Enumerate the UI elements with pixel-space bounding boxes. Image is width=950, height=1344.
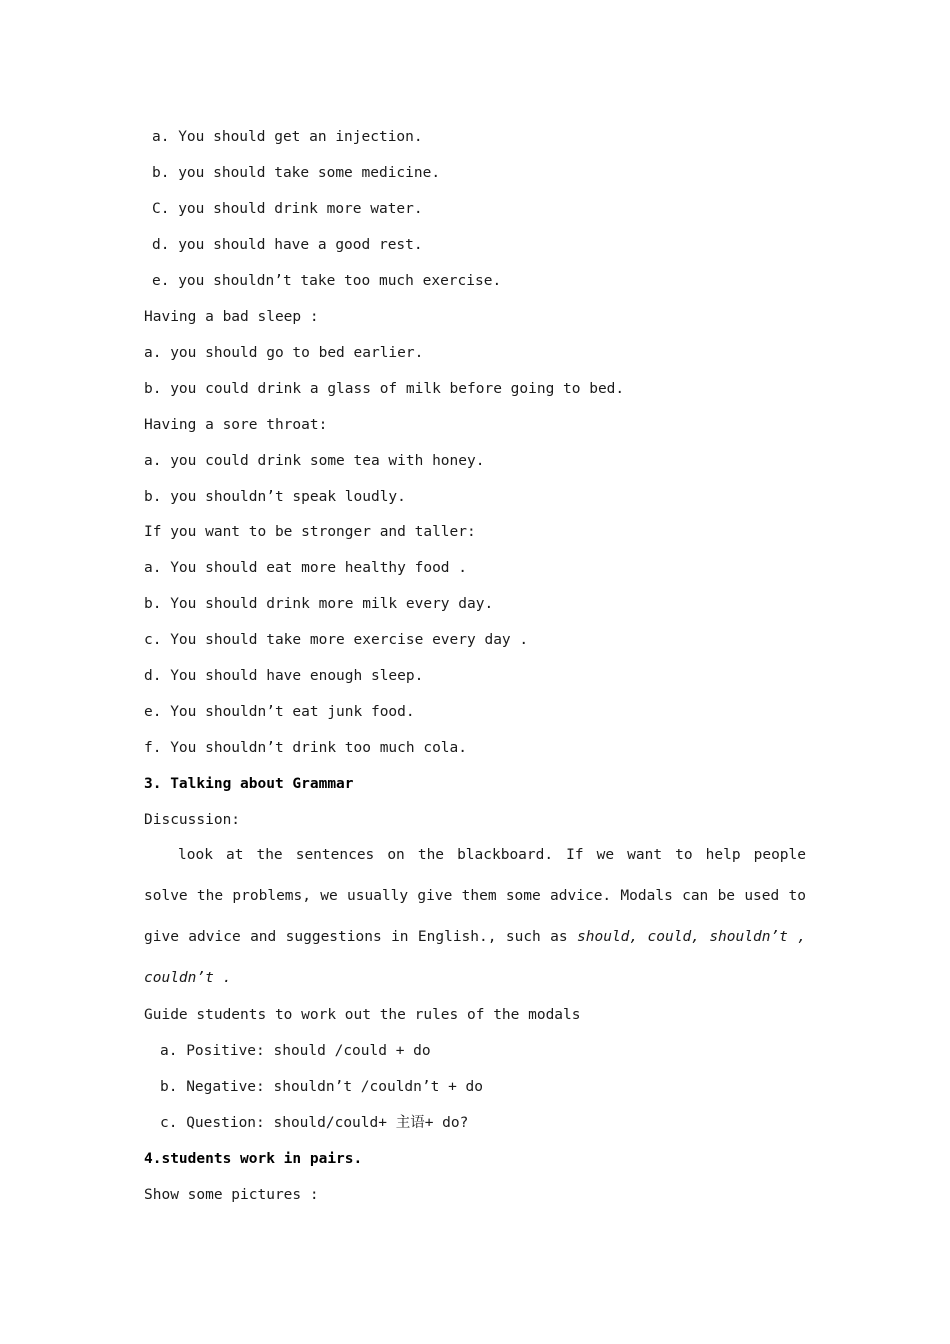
fever-advice-d: d. you should have a good rest.: [152, 237, 423, 253]
fever-advice-a: a. You should get an injection.: [152, 129, 423, 145]
fever-advice-e: e. you shouldn’t take too much exercise.: [152, 273, 502, 289]
modal-shouldnt: shouldn’t ,: [709, 929, 806, 945]
rule-question: c. Question: should/could+ 主语+ do?: [160, 1115, 469, 1131]
stronger-taller-item-e: e. You shouldn’t eat junk food.: [144, 704, 415, 720]
discussion-label: Discussion:: [144, 812, 241, 828]
modal-should: should,: [577, 929, 639, 945]
bad-sleep-item-a: a. you should go to bed earlier.: [144, 345, 424, 361]
sore-throat-item-b: b. you shouldn’t speak loudly.: [144, 489, 406, 505]
guide-text: Guide students to work out the rules of the modals: [144, 1007, 581, 1023]
pairs-text: Show some pictures :: [144, 1187, 319, 1203]
bad-sleep-heading: Having a bad sleep :: [144, 309, 319, 325]
rule-negative: b. Negative: shouldn’t /couldn’t + do: [160, 1079, 484, 1095]
pairs-heading: 4.students work in pairs.: [144, 1151, 363, 1167]
stronger-taller-item-b: b. You should drink more milk every day.: [144, 596, 494, 612]
sore-throat-heading: Having a sore throat:: [144, 417, 328, 433]
stronger-taller-item-c: c. You should take more exercise every day .: [144, 632, 529, 648]
fever-advice-b: b. you should take some medicine.: [152, 165, 441, 181]
rule-positive: a. Positive: should /could + do: [160, 1043, 431, 1059]
stronger-taller-heading: If you want to be stronger and taller:: [144, 524, 476, 540]
modal-couldnt: couldn’t .: [144, 970, 232, 986]
discussion-paragraph: [144, 835, 806, 999]
fever-advice-c: C. you should drink more water.: [152, 201, 423, 217]
stronger-taller-item-d: d. You should have enough sleep.: [144, 668, 424, 684]
discussion-paragraph-text: look at the sentences on the blackboard. If we want to help people solve the problems, we usually give them some advice. Modals can be used to give advice and suggestions in English., such as: [144, 847, 806, 945]
grammar-heading: 3. Talking about Grammar: [144, 776, 354, 792]
bad-sleep-item-b: b. you could drink a glass of milk before going to bed.: [144, 381, 625, 397]
modal-could: could,: [647, 929, 700, 945]
sore-throat-item-a: a. you could drink some tea with honey.: [144, 453, 485, 469]
stronger-taller-item-a: a. You should eat more healthy food .: [144, 560, 468, 576]
stronger-taller-item-f: f. You shouldn’t drink too much cola.: [144, 740, 468, 756]
